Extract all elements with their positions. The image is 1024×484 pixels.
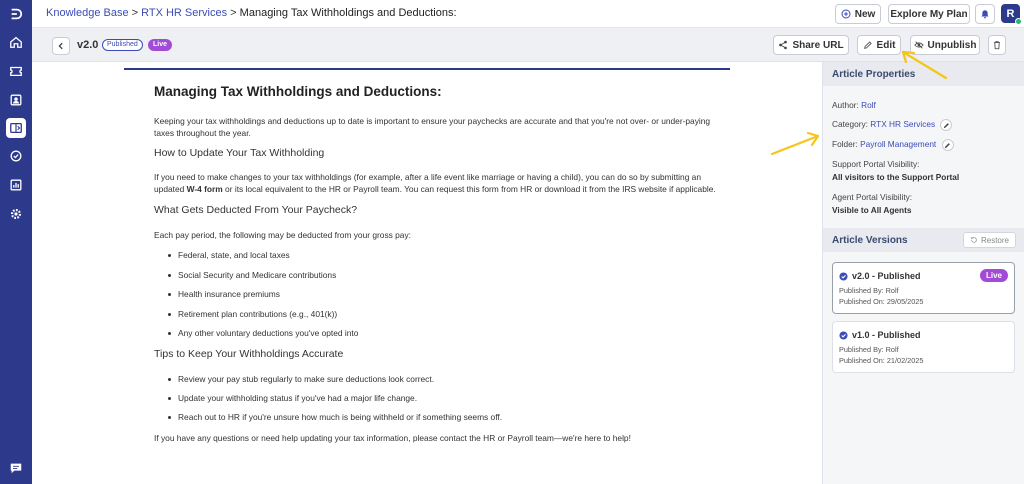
unpublish-label: Unpublish: [927, 39, 977, 51]
edit-button[interactable]: [857, 35, 901, 55]
tasks-icon[interactable]: [6, 146, 26, 166]
article-toolbar: [32, 28, 1024, 62]
online-status-icon: [1015, 18, 1022, 25]
chat-icon[interactable]: [6, 458, 26, 478]
edit-folder-button[interactable]: [942, 139, 954, 151]
explore-plan-label: Explore My Plan: [890, 8, 968, 20]
properties-panel: [822, 62, 1024, 484]
article-versions-header: [823, 228, 1024, 252]
share-url-label: Share URL: [792, 39, 844, 51]
breadcrumb: [46, 7, 457, 19]
breadcrumb-knowledge-base[interactable]: Knowledge Base: [46, 7, 129, 19]
author-label: Author:: [832, 100, 859, 110]
restore-label: Restore: [980, 235, 1009, 245]
pencil-icon: [863, 40, 873, 50]
share-url-button[interactable]: [773, 35, 849, 55]
list-item: Health insurance premiums: [178, 289, 280, 299]
arrow-to-category-icon: [772, 133, 818, 154]
update-text-before: If you need to make changes to your tax withholdings (for example, after a life event like marriage or having a child), you can do so by submitting an updated: [154, 172, 701, 194]
article-update-paragraph: [154, 172, 724, 195]
knowledge-base-icon[interactable]: [6, 118, 26, 138]
version-title: [839, 330, 921, 340]
back-button[interactable]: [52, 37, 70, 55]
article-title: Managing Tax Withholdings and Deductions:: [154, 84, 442, 99]
agent-visibility-value: Visible to All Agents: [832, 205, 912, 215]
logo-icon[interactable]: [6, 4, 26, 24]
restore-button[interactable]: [963, 232, 1016, 248]
home-icon[interactable]: [6, 32, 26, 52]
version-title-text: v2.0 - Published: [852, 271, 921, 281]
list-item: Update your withholding status if you've had a major life change.: [178, 393, 418, 403]
new-button[interactable]: [835, 4, 881, 24]
update-text-after: or its local equivalent to the HR or Payroll team. You can request this form from HR or download it from the IRS website if applicable.: [222, 183, 716, 194]
live-badge: Live: [980, 269, 1008, 282]
edit-category-button[interactable]: [940, 119, 952, 131]
published-on: Published On: 21/02/2025: [839, 356, 924, 365]
share-icon: [778, 40, 788, 50]
delete-button[interactable]: [988, 35, 1006, 55]
agent-visibility-label: Agent Portal Visibility:: [832, 192, 913, 202]
check-circle-icon: [839, 272, 848, 281]
article-intro: Keeping your tax withholdings and deductions up to date is important to ensure your paychecks are accurate and that you're not over- or under-paying taxes throughout the year.: [154, 116, 711, 138]
eye-off-icon: [914, 40, 924, 50]
reports-icon[interactable]: [6, 175, 26, 195]
list-item: Retirement plan contributions (e.g., 401(k)): [178, 308, 338, 319]
live-badge: Live: [148, 39, 172, 51]
published-on: Published On: 29/05/2025: [839, 297, 924, 306]
section-heading-update: How to Update Your Tax Withholding: [154, 147, 325, 159]
breadcrumb-category[interactable]: RTX HR Services: [141, 7, 228, 19]
bell-icon: [980, 9, 990, 19]
section-heading-tips: Tips to Keep Your Withholdings Accurate: [154, 348, 344, 360]
contacts-icon[interactable]: [6, 90, 26, 110]
breadcrumb-separator: >: [131, 7, 139, 19]
published-badge: Published: [102, 39, 143, 51]
top-header: [32, 0, 1024, 28]
category-value[interactable]: RTX HR Services: [870, 119, 936, 130]
breadcrumb-separator: >: [230, 7, 237, 19]
notifications-button[interactable]: [975, 4, 995, 24]
category-label: Category:: [832, 119, 868, 130]
left-nav: [0, 0, 32, 484]
article-deducted-intro: Each pay period, the following may be deducted from your gross pay:: [154, 230, 411, 240]
article-versions-title: Article Versions: [832, 235, 908, 246]
published-by: Published By: Rolf: [839, 286, 899, 295]
plus-circle-icon: [841, 9, 851, 19]
breadcrumb-current: Managing Tax Withholdings and Deductions:: [239, 7, 457, 19]
category-row: [832, 119, 952, 131]
section-heading-deducted: What Gets Deducted From Your Paycheck?: [154, 204, 358, 216]
version-title: [839, 271, 921, 281]
support-visibility-value: All visitors to the Support Portal: [832, 172, 960, 182]
restore-icon: [970, 236, 978, 244]
article-properties-header: [823, 62, 1024, 86]
author-value[interactable]: Rolf: [861, 100, 876, 110]
version-title: v2.0: [77, 39, 99, 51]
version-title-text: v1.0 - Published: [852, 330, 921, 340]
check-circle-icon: [839, 331, 848, 340]
folder-value[interactable]: Payroll Management: [860, 139, 937, 150]
tickets-icon[interactable]: [6, 61, 26, 81]
folder-label: Folder:: [832, 139, 858, 150]
w4-form-text: W-4 form: [186, 183, 223, 194]
chevron-left-icon: [57, 42, 65, 50]
new-button-label: New: [854, 8, 876, 20]
support-visibility-label: Support Portal Visibility:: [832, 159, 920, 169]
edit-label: Edit: [876, 39, 896, 51]
list-item: Federal, state, and local taxes: [178, 250, 290, 260]
trash-icon: [992, 40, 1002, 50]
list-item: Reach out to HR if you're unsure how much is being withheld or if something seems off.: [178, 412, 503, 422]
version-card-v2[interactable]: [832, 262, 1015, 314]
published-by: Published By: Rolf: [839, 345, 899, 354]
article-closing: If you have any questions or need help updating your tax information, please contact the HR or Payroll team—we're here to help!: [154, 433, 631, 443]
explore-plan-button[interactable]: [888, 4, 970, 24]
pencil-icon: [943, 122, 950, 129]
article-accent-bar: [124, 68, 730, 70]
article-properties-title: Article Properties: [832, 69, 916, 80]
author-row: [832, 100, 876, 110]
list-item: Review your pay stub regularly to make sure deductions look correct.: [178, 374, 435, 384]
avatar-letter: R: [1006, 7, 1015, 20]
pencil-icon: [944, 142, 951, 149]
list-item: Any other voluntary deductions you've opted into: [178, 328, 359, 338]
version-card-v1[interactable]: [832, 321, 1015, 373]
unpublish-button[interactable]: [910, 35, 980, 55]
list-item: Social Security and Medicare contributions: [178, 269, 337, 280]
settings-icon[interactable]: [6, 204, 26, 224]
folder-row: [832, 139, 954, 151]
